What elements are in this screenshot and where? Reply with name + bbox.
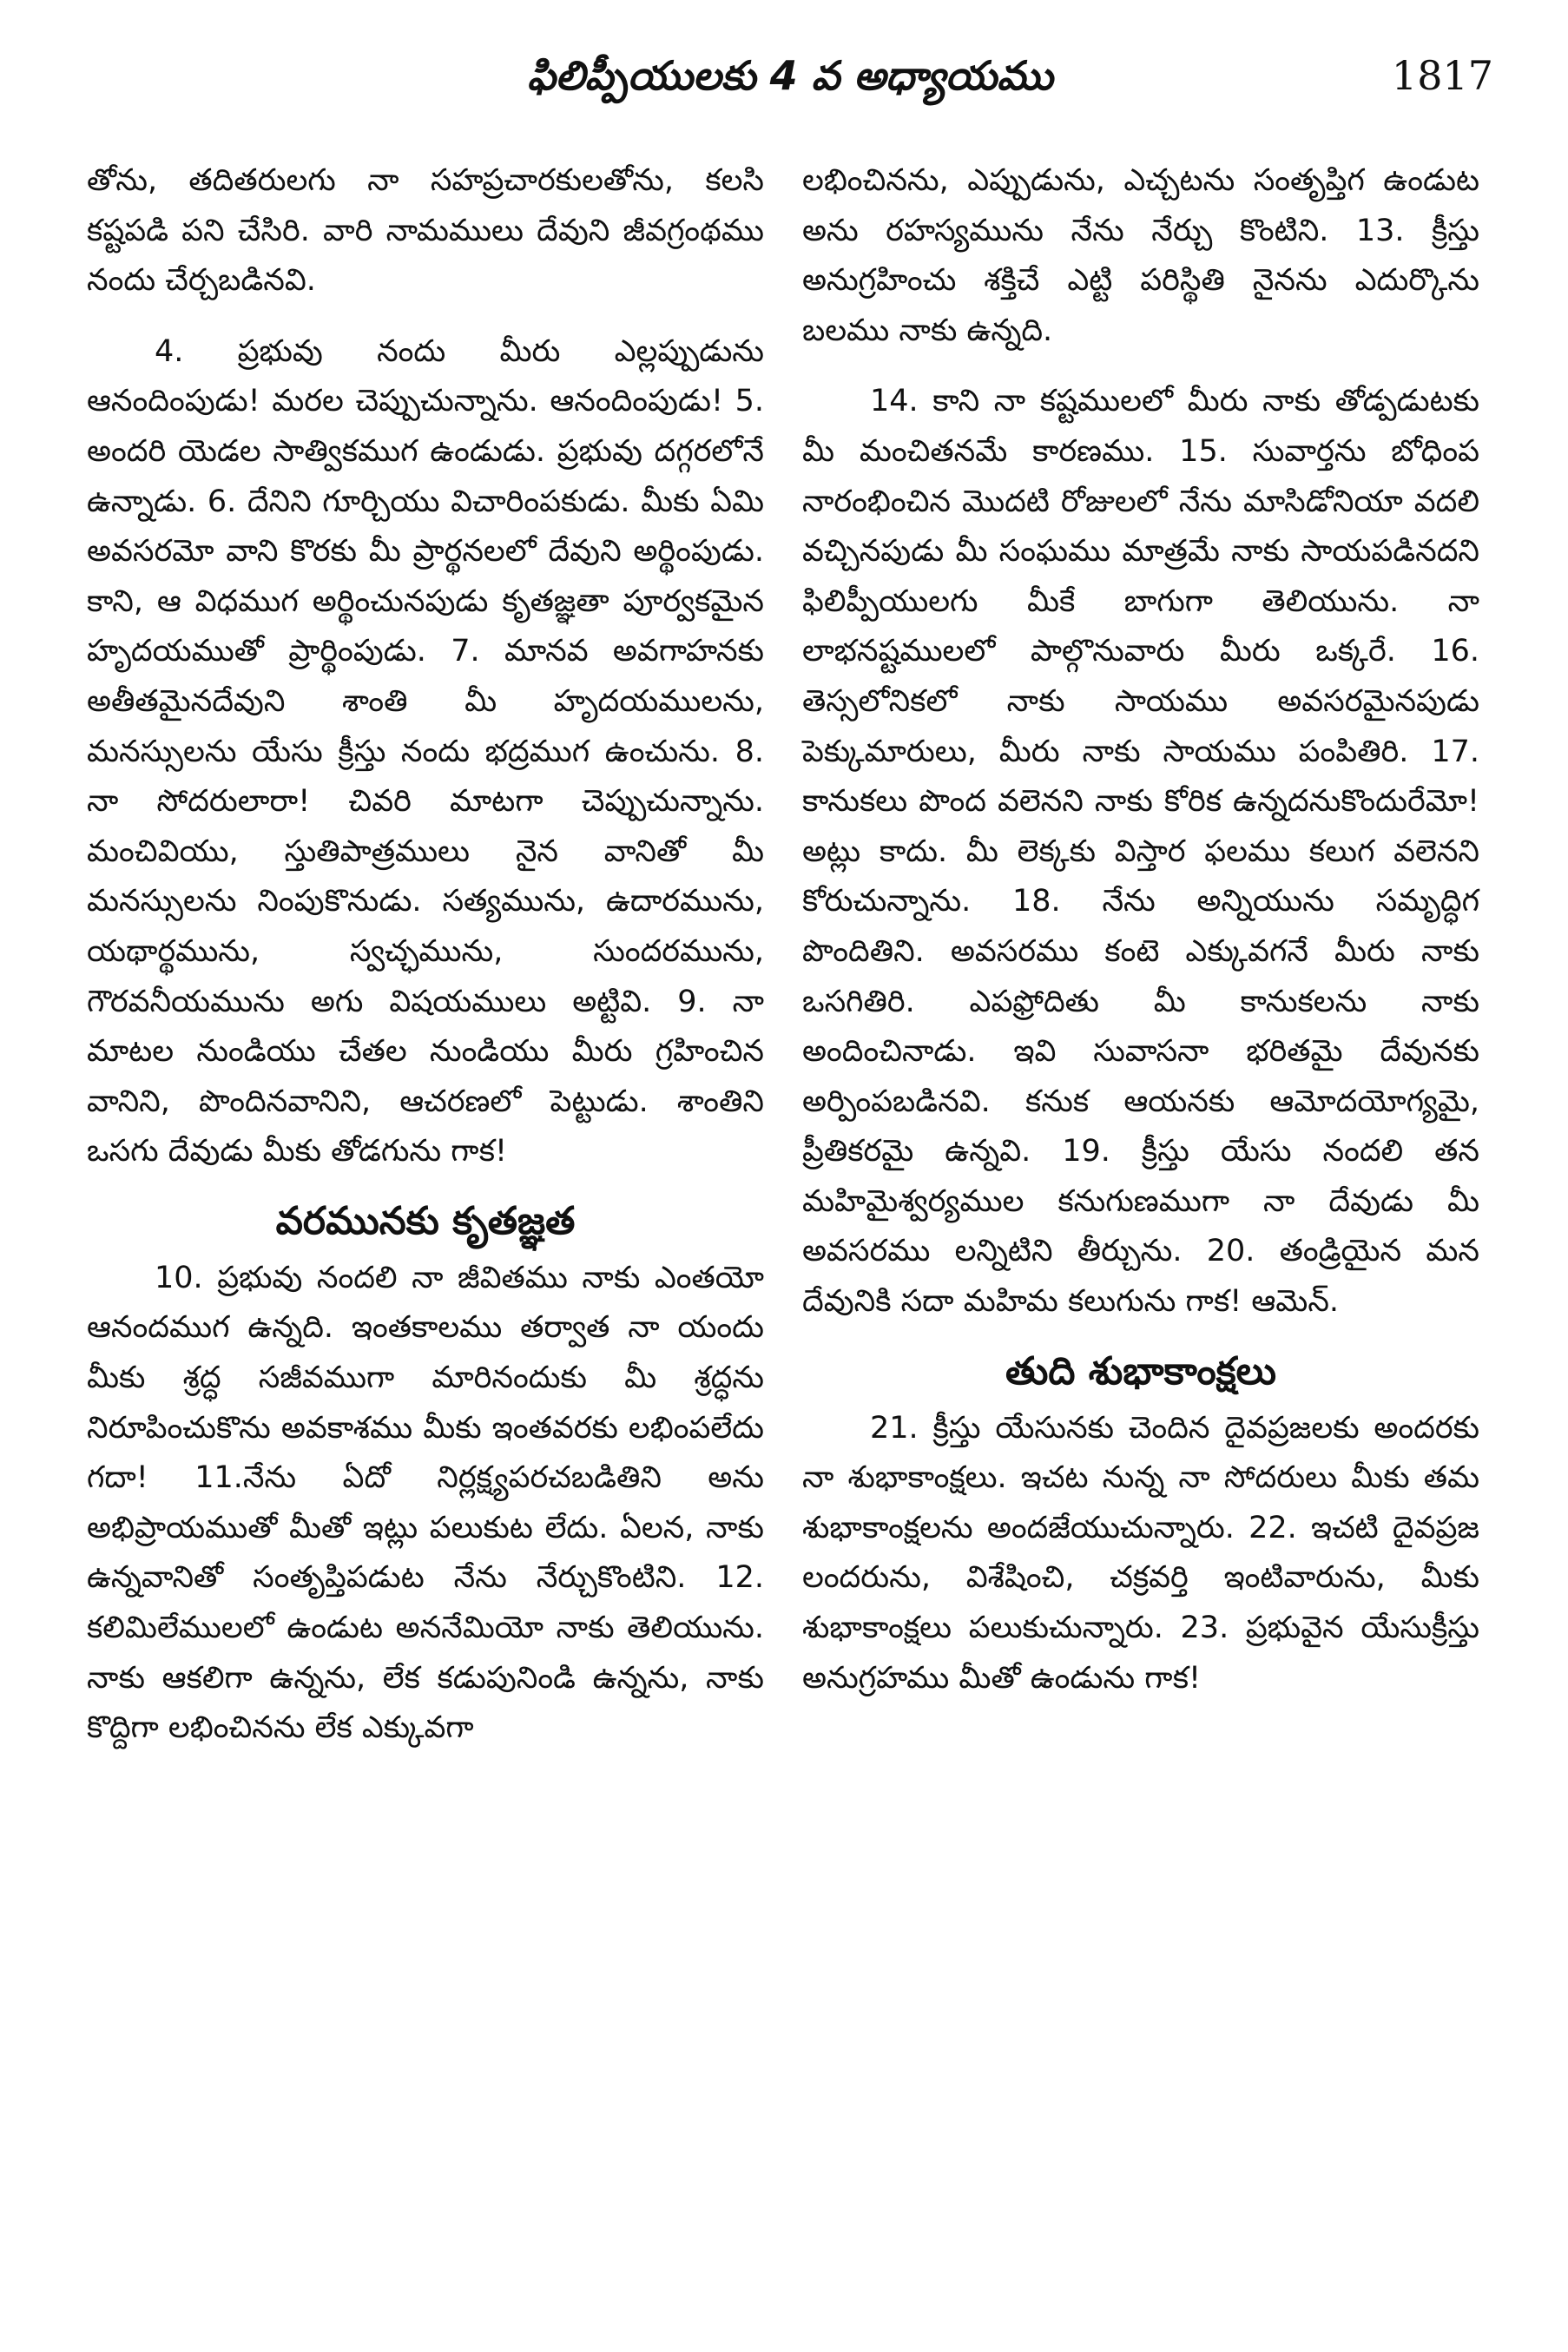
page-number: 1817 — [1391, 52, 1493, 99]
page-header — [87, 45, 1493, 106]
section-heading-thanks: వరమునకు కృతజ్ఞత — [275, 1198, 576, 1243]
left-paragraph-3: 10. ప్రభువు నందలి నా జీవితము నాకు ఎంతయో ఆనందముగ ఉన్నది. ఇంతకాలము తర్వాత నా యందు మీకు శ్రద్ధ సజీవముగా మారినందుకు మీ శ్రద్ధను నిరూపించుకొను అవకాశము మీకు ఇంతవరకు లభింపలేదు గదా! 11.నేను ఏదో నిర్లక్ష్యపరచబడితిని అను అభిప్రాయముతో మీతో ఇట్లు పలుకుట లేదు. ఏలన, నాకు ఉన్నవానితో సంతృప్తిపడుట నేను నేర్చుకొంటిని. 12. కలిమిలేములలో ఉండుట అననేమియో నాకు తెలియును. నాకు ఆకలిగా ఉన్నను, లేక కడుపునిండి ఉన్నను, నాకు కొద్దిగా లభించినను లేక ఎక్కువగా — [87, 1260, 764, 1746]
chapter-title: ఫిలిప్పీయులకు 4 వ అధ్యాయము — [527, 52, 1053, 99]
section-heading-greetings: తుది శుభాకాంక్షలు — [1005, 1348, 1277, 1393]
left-paragraph-1: తోను, తదితరులగు నా సహప్రచారకులతోను, కలసి కష్టపడి పని చేసిరి. వారి నామములు దేవుని జీవగ్రంథము నందు చేర్చబడినవి. — [87, 163, 764, 299]
left-paragraph-2: 4. ప్రభువు నందు మీరు ఎల్లప్పుడును ఆనందింపుడు! మరల చెప్పుచున్నాను. ఆనందింపుడు! 5. అందరి యెడల సాత్వికముగ ఉండుడు. ప్రభువు దగ్గరలోనే ఉన్నాడు. 6. దేనిని గూర్చియు విచారింపకుడు. మీకు ఏమి అవసరమో వాని కొరకు మీ ప్రార్థనలలో దేవుని అర్థింపుడు. కాని, ఆ విధముగ అర్థించునపుడు కృతజ్ఞతా పూర్వకమైన హృదయముతో ప్రార్థింపుడు. 7. మానవ అవగాహనకు అతీతమైనదేవుని శాంతి మీ హృదయములను, మనస్సులను యేసు క్రీస్తు నందు భద్రముగ ఉంచును. 8. నా సోదరులారా! చివరి మాటగా చెప్పుచున్నాను. మంచివియు, స్తుతిపాత్రములు నైన వానితో మీ మనస్సులను నింపుకొనుడు. సత్యమును, ఉదారమును, యథార్థమును, స్వచ్ఛమును, సుందరమును, గౌరవనీయమును అగు విషయములు అట్టివి. 9. నా మాటల నుండియు చేతల నుండియు మీరు గ్రహించిన వానిని, పొందినవానిని, ఆచరణలో పెట్టుడు. శాంతిని ఒసగు దేవుడు మీకు తోడగును గాక! — [87, 333, 764, 1169]
right-paragraph-2: 14. కాని నా కష్టములలో మీరు నాకు తోడ్పడుటకు మీ మంచితనమే కారణము. 15. సువార్తను బోధింప నారంభించిన మొదటి రోజులలో నేను మాసిడోనియా వదలి వచ్చినపుడు మీ సంఘము మాత్రమే నాకు సాయపడినదని ఫిలిప్పీయులగు మీకే బాగుగా తెలియును. నా లాభనష్టములలో పాల్గొనువారు మీరు ఒక్కరే. 16. తెస్సలోనికలో నాకు సాయము అవసరమైనపుడు పెక్కుమారులు, మీరు నాకు సాయము పంపితిరి. 17. కానుకలు పొంద వలెనని నాకు కోరిక ఉన్నదనుకొందురేమో! అట్లు కాదు. మీ లెక్కకు విస్తార ఫలము కలుగ వలెనని కోరుచున్నాను. 18. నేను అన్నియును సమృద్ధిగ పొందితిని. అవసరము కంటె ఎక్కువగనే మీరు నాకు ఒసగితిరి. ఎపఫ్రోదితు మీ కానుకలను నాకు అందించినాడు. ఇవి సువాసనా భరితమై దేవునకు అర్పింపబడినవి. కనుక ఆయనకు ఆమోదయోగ్యమై, ప్రీతికరమై ఉన్నవి. 19. క్రీస్తు యేసు నందలి తన మహిమైశ్వర్యముల కనుగుణముగా నా దేవుడు మీ అవసరము లన్నిటిని తీర్చును. 20. తండ్రియైన మన దేవునికి సదా మహిమ కలుగును గాక! ఆమెన్. — [802, 384, 1479, 1320]
right-column — [802, 156, 1479, 1703]
left-column — [87, 156, 764, 1754]
right-paragraph-1: లభించినను, ఎప్పుడును, ఎచ్చటను సంతృప్తిగ ఉండుట అను రహస్యమును నేను నేర్చు కొంటిని. 13. క్రీస్తు అనుగ్రహించు శక్తిచే ఎట్టి పరిస్థితి నైనను ఎదుర్కొను బలము నాకు ఉన్నది. — [802, 163, 1479, 348]
right-paragraph-3: 21. క్రీస్తు యేసునకు చెందిన దైవప్రజలకు అందరకు నా శుభాకాంక్షలు. ఇచట నున్న నా సోదరులు మీకు తమ శుభాకాంక్షలను అందజేయుచున్నారు. 22. ఇచటి దైవప్రజ లందరును, విశేషించి, చక్రవర్తి ఇంటివారును, మీకు శుభాకాంక్షలు పలుకుచున్నారు. 23. ప్రభువైన యేసుక్రీస్తు అనుగ్రహము మీతో ఉండును గాక! — [802, 1410, 1479, 1696]
